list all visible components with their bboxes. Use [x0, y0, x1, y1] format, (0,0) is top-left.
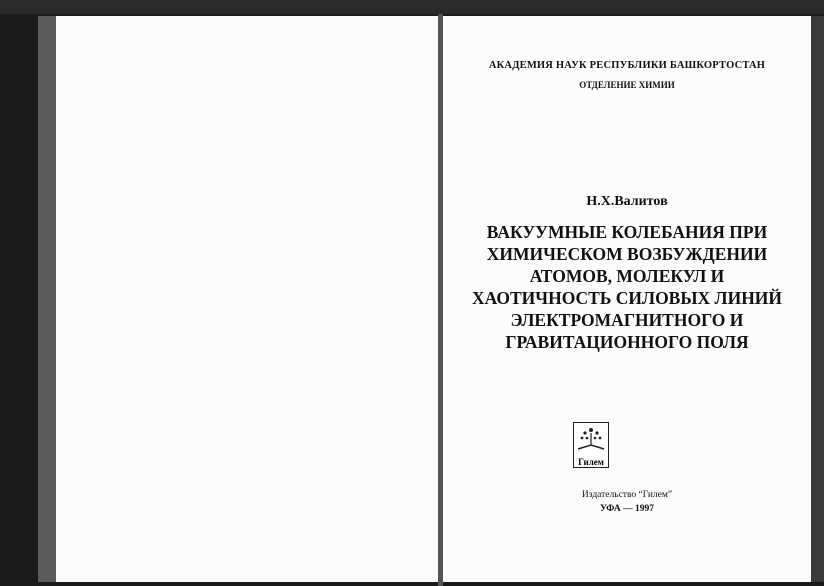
author: Н.Х.Валитов	[586, 194, 668, 209]
flower-book-icon	[574, 423, 608, 453]
title-line: ВАКУУМНЫЕ КОЛЕБАНИЯ ПРИ	[486, 222, 768, 242]
right-page-edge	[811, 16, 824, 582]
publisher-logo-icon	[573, 422, 609, 468]
title-line: ГРАВИТАЦИОННОГО ПОЛЯ	[505, 332, 749, 352]
scan-top-border	[0, 0, 824, 14]
left-page-blank	[56, 16, 438, 582]
title-line: ХАОТИЧНОСТЬ СИЛОВЫХ ЛИНИЙ	[471, 288, 783, 308]
city-year: УФА — 1997	[600, 504, 654, 514]
book-title	[443, 221, 811, 353]
title-line: АТОМОВ, МОЛЕКУЛ И	[529, 266, 725, 286]
title-line: ЭЛЕКТРОМАГНИТНОГО И	[510, 310, 744, 330]
left-page-edge	[38, 16, 56, 582]
publisher: Издательство “Гилем”	[581, 490, 673, 500]
institution: АКАДЕМИЯ НАУК РЕСПУБЛИКИ БАШКОРТОСТАН	[488, 60, 766, 71]
department: ОТДЕЛЕНИЕ ХИМИИ	[579, 80, 675, 90]
title-page	[443, 16, 811, 582]
logo-text: Гилем	[578, 457, 604, 467]
title-line: ХИМИЧЕСКОМ ВОЗБУЖДЕНИИ	[486, 244, 768, 264]
